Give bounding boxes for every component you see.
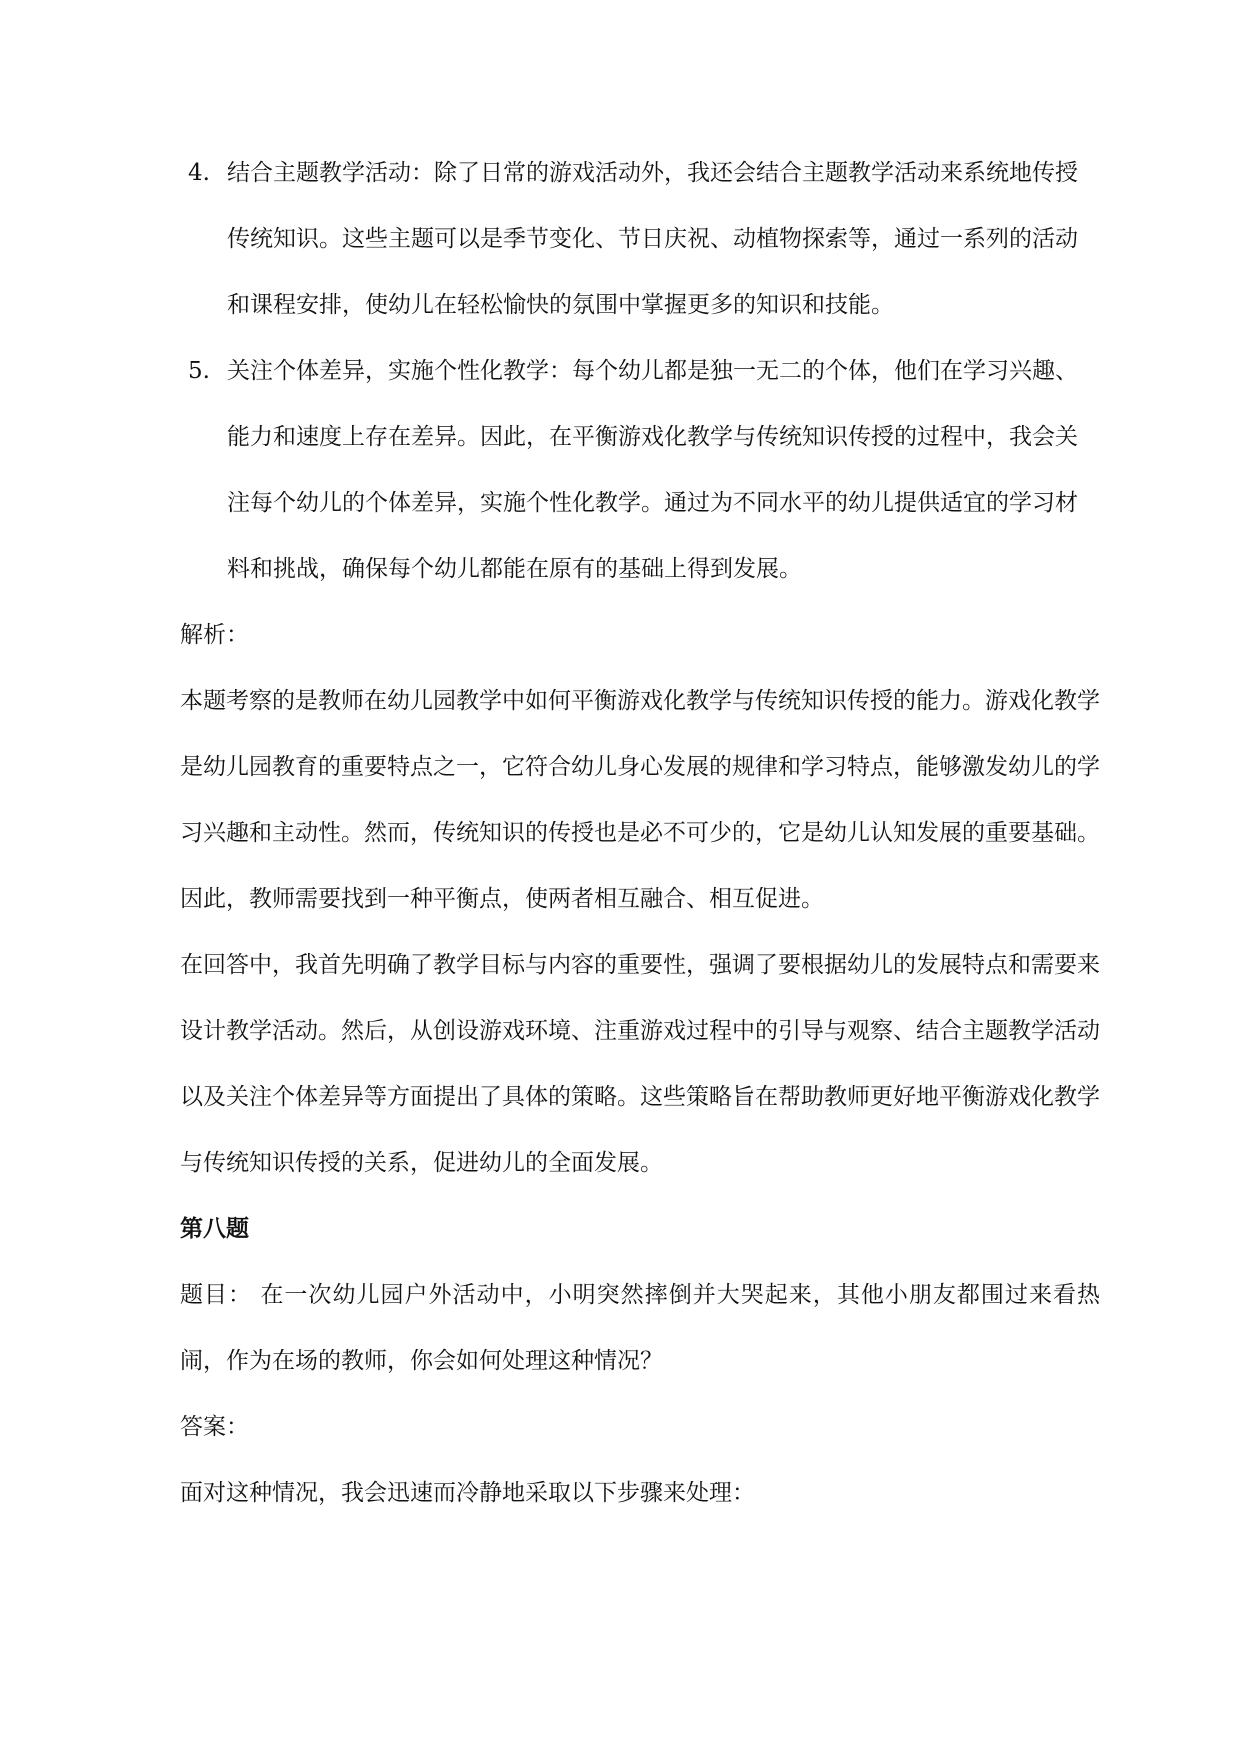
document-content	[180, 140, 1100, 1526]
list-item-number: 5.	[188, 358, 210, 384]
list-item-text: 关注个体差异，实施个性化教学：每个幼儿都是独一无二的个体，他们在学习兴趣、能力和速度上存在差异。因此，在平衡游戏化教学与传统知识传授的过程中，我会关注每个幼儿的个体差异，实施个性化教学。通过为不同水平的幼儿提供适宜的学习材料和挑战，确保每个幼儿都能在原有的基础上得到发展。	[227, 358, 1078, 582]
analysis-paragraph-2: 在回答中，我首先明确了教学目标与内容的重要性，强调了要根据幼儿的发展特点和需要来设计教学活动。然后，从创设游戏环境、注重游戏过程中的引导与观察、结合主题教学活动以及关注个体差异等方面提出了具体的策略。这些策略旨在帮助教师更好地平衡游戏化教学与传统知识传授的关系，促进幼儿的全面发展。	[180, 952, 1100, 1176]
list-item-number: 4.	[188, 160, 210, 186]
section-heading: 第八题	[180, 1215, 249, 1242]
answer-intro: 面对这种情况，我会迅速而冷静地采取以下步骤来处理：	[180, 1480, 755, 1506]
analysis-label: 解析：	[180, 622, 249, 648]
list-item-4	[188, 140, 1100, 338]
list-item-text: 结合主题教学活动：除了日常的游戏活动外，我还会结合主题教学活动来系统地传授传统知识。这些主题可以是季节变化、节日庆祝、动植物探索等，通过一系列的活动和课程安排，使幼儿在轻松愉快的氛围中掌握更多的知识和技能。	[227, 160, 1078, 318]
list-item-5	[188, 338, 1100, 602]
analysis-paragraph-1: 本题考察的是教师在幼儿园教学中如何平衡游戏化教学与传统知识传授的能力。游戏化教学是幼儿园教育的重要特点之一，它符合幼儿身心发展的规律和学习特点，能够激发幼儿的学习兴趣和主动性。然而，传统知识的传授也是必不可少的，它是幼儿认知发展的重要基础。因此，教师需要找到一种平衡点，使两者相互融合、相互促进。	[180, 688, 1100, 912]
question-text: 题目： 在一次幼儿园户外活动中，小明突然摔倒并大哭起来，其他小朋友都围过来看热闹，作为在场的教师，你会如何处理这种情况？	[180, 1282, 1100, 1374]
answer-label: 答案：	[180, 1414, 249, 1440]
